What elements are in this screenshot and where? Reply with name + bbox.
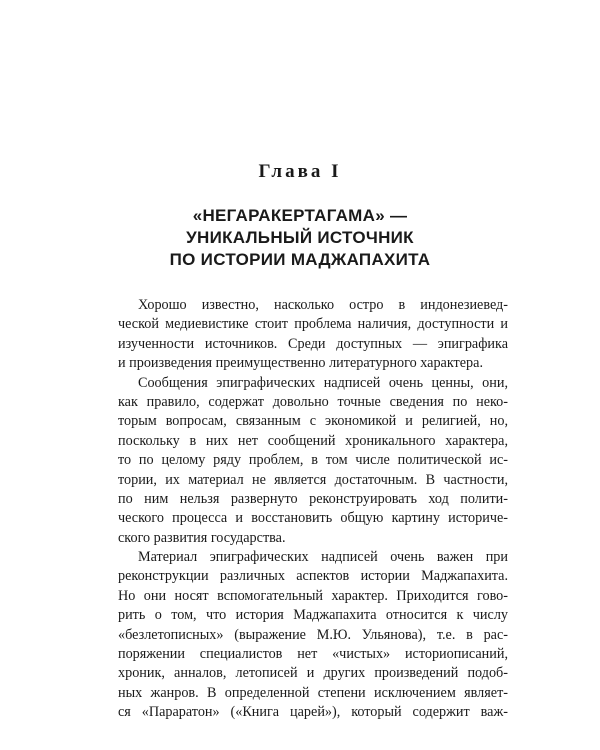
text-line: Но они носят вспомогательный характер. Приходится гово- — [118, 587, 508, 604]
text-line: торым вопросам, связанным с экономикой и религией, но, — [118, 413, 508, 430]
chapter-title-line: «НЕГАРАКЕРТАГАМА» — — [192, 206, 408, 225]
text-line: изученности источников. Среди доступных — эпиграфика — [118, 335, 508, 352]
text-line: тории, их материал не является достаточным. В частности, — [118, 471, 508, 488]
text-line: ся «Параратон» («Книга царей»), который содержит важ- — [118, 704, 508, 721]
text-line: хроник, анналов, летописей и других произведений подоб- — [118, 665, 508, 682]
text-line: ческой медиевистике стоит проблема наличия, доступности и — [118, 316, 508, 333]
text-line: «безлетописных» (выражение М.Ю. Ульянова), т.е. в рас- — [118, 626, 508, 643]
text-line: ных жанров. В определенной степени исключением являет- — [118, 684, 508, 701]
text-line: как правило, содержат довольно точные сведения по неко- — [118, 393, 508, 410]
text-line: ческого процесса и восстановить общую картину историче- — [118, 510, 508, 527]
text-line: поряжении специалистов нет «чистых» историописаний, — [118, 646, 508, 663]
chapter-heading: Глава I — [258, 161, 342, 182]
text-line: и произведения преимущественно литературного характера. — [118, 355, 483, 372]
text-line: Сообщения эпиграфических надписей очень ценны, они, — [138, 374, 508, 391]
text-line: Хорошо известно, насколько остро в индонезиевед- — [138, 297, 508, 313]
chapter-title-line: ПО ИСТОРИИ МАДЖАПАХИТА — [169, 250, 431, 269]
text-line: поскольку в них нет сообщений хроникального характера, — [118, 432, 508, 449]
chapter-title — [0, 205, 600, 271]
text-line: Материал эпиграфических надписей очень важен при — [138, 549, 508, 566]
text-line: реконструкции различных аспектов истории Маджапахита. — [118, 568, 508, 585]
text-line: по ним нельзя развернуто реконструировать ход полити- — [118, 490, 508, 507]
text-line: ского развития государства. — [118, 529, 286, 546]
text-line: то по целому ряду проблем, в том числе политической ис- — [118, 452, 508, 469]
body-text — [118, 296, 508, 723]
text-line: рить о том, что история Маджапахита относится к числу — [118, 607, 508, 624]
chapter-title-line: УНИКАЛЬНЫЙ ИСТОЧНИК — [186, 228, 414, 247]
